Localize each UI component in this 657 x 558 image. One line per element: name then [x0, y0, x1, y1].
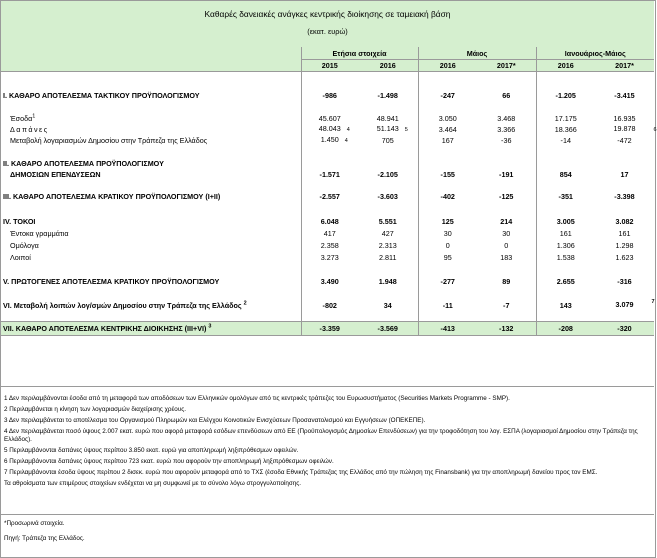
- cell: 1.450: [320, 134, 339, 144]
- cell: -277: [418, 276, 477, 288]
- cell: 183: [500, 253, 513, 262]
- rounding-note: Τα αθροίσματα των επιμέρους στοιχείων ενδέχεται να μη συμφωνεί με το σύνολο λόγω στρογγυλοποίησης.: [4, 480, 302, 487]
- cell: 30: [502, 229, 511, 238]
- cell: -2.557: [301, 191, 358, 203]
- row-label: VI. Μεταβολή λοιπών λογ/σμών Δημοσίου στην Τράπεζα της Ελλάδος: [3, 301, 242, 310]
- cell: 3.490: [301, 276, 358, 288]
- cell: -1.498: [377, 91, 398, 100]
- footnote-mark: 3: [208, 323, 212, 330]
- divider: [1, 386, 654, 387]
- footnotes: [4, 395, 652, 491]
- footnote-mark: 1: [32, 113, 36, 120]
- year-header: 2016: [536, 60, 595, 72]
- cell: -3.359: [301, 322, 358, 336]
- row-label: VII. ΚΑΘΑΡΟ ΑΠΟΤΕΛΕΣΜΑ ΚΕΝΤΡΙΚΗΣ ΔΙΟΙΚΗΣΗΣ (III+VI): [3, 324, 207, 333]
- cell: -191: [499, 169, 514, 179]
- cell: 0: [504, 241, 509, 250]
- table-row: [1, 228, 654, 240]
- cell: 854: [536, 169, 595, 180]
- cell: -3.569: [358, 322, 418, 336]
- cell: 417: [301, 228, 358, 240]
- footnote: 4 Δεν περιλαμβάνεται ποσό ύψους 2.007 εκατ. ευρώ που αφορά μεταφορά εσόδων επενδύσεων από ΕΕ (Προϋπολογισμός Δημοσίων Επενδύσεων) για την τροφοδότηση του λογ. ΕΣΠΑ (λογαριασμοί Δημοσίου στην Τράπεζα της Ελλάδος).: [4, 428, 638, 443]
- table-row: [1, 114, 654, 124]
- cell: 2.655: [536, 276, 595, 288]
- cell: 17.175: [536, 114, 595, 124]
- row-label: I. ΚΑΘΑΡΟ ΑΠΟΤΕΛΕΣΜΑ ΤΑΚΤΙΚΟΥ ΠΡΟΫΠΟΛΟΓΙΣΜΟΥ: [3, 91, 200, 100]
- table-title: Καθαρές δανειακές ανάγκες κεντρικής διοίκησης σε ταμειακή βάση: [204, 9, 451, 19]
- table-subtitle: (εκατ. ευρώ): [307, 27, 348, 36]
- group-annual: Ετήσια στοιχεία: [301, 47, 418, 60]
- cell: 2.358: [301, 240, 358, 252]
- cell: -125: [499, 192, 514, 201]
- cell: 3.464: [418, 124, 477, 135]
- year-header: 2017*: [477, 60, 536, 72]
- cell: 161: [536, 228, 595, 240]
- cell: 161: [618, 229, 631, 238]
- cell: 3.468: [497, 114, 516, 123]
- year-header: 2015: [301, 60, 358, 72]
- row-label: Μεταβολή λογαριασμών Δημοσίου στην Τράπεζα της Ελλάδος: [10, 135, 208, 145]
- footnote: 6 Περιλαμβάνονται δαπάνες ύψους περίπου 723 εκατ. ευρώ που αφορούν την αποπληρωμή ληξιπρόθεσμων οφειλών.: [4, 458, 334, 465]
- row-label: Έσοδα: [10, 114, 33, 123]
- cell: -11: [418, 300, 477, 312]
- cell: -7: [503, 301, 510, 310]
- cell: 1.623: [615, 253, 634, 262]
- row-label: Λοιποί: [10, 253, 31, 262]
- cell: -1.205: [536, 90, 595, 102]
- cell: 6.048: [301, 216, 358, 228]
- cell: 48.941: [376, 114, 399, 123]
- cell: 3.273: [301, 252, 358, 264]
- table-row: [1, 216, 654, 228]
- cell: 2.313: [378, 241, 397, 250]
- cell: 30: [418, 228, 477, 240]
- footnote: 2 Περιλαμβάνεται η κίνηση των λογαριασμών διαχείρισης χρέους.: [4, 406, 187, 413]
- row-label: II. ΚΑΘΑΡΟ ΑΠΟΤΕΛΕΣΜΑ ΠΡΟΫΠΟΛΟΓΙΣΜΟΥ: [3, 158, 164, 168]
- cell: 19.878: [613, 123, 636, 133]
- cell: -36: [501, 135, 512, 145]
- cell: -402: [418, 191, 477, 203]
- table-row: Δαπάνες 48.043 4 51.143 5 3.464 3.366 18.366 19.878 6: [1, 124, 654, 135]
- cell: 427: [381, 229, 394, 238]
- row-label: IV. ΤΟΚΟΙ: [3, 217, 36, 226]
- cell: 3.082: [615, 217, 634, 226]
- cell: 167: [418, 135, 477, 146]
- cell: -320: [595, 322, 654, 336]
- cell: 48.043: [318, 123, 341, 133]
- footnote: 5 Περιλαμβάνονται δαπάνες ύψους περίπου 3.850 εκατ. ευρώ για αποπληρωμή ληξιπρόθεσμων οφειλών.: [4, 447, 299, 454]
- row-label: ΔΗΜΟΣΙΩΝ ΕΠΕΝΔΥΣΕΩΝ: [10, 169, 101, 179]
- table-row: [1, 90, 654, 102]
- cell: -316: [617, 277, 632, 286]
- cell: 1.306: [536, 240, 595, 252]
- table-row: [1, 191, 654, 203]
- cell: 3.079: [615, 300, 634, 309]
- table-row: [1, 169, 654, 180]
- cell: 18.366: [536, 124, 595, 135]
- cell: 34: [383, 301, 392, 310]
- cell: 45.607: [301, 114, 358, 124]
- cell: 1.948: [378, 277, 397, 286]
- row-label: Δαπάνες: [10, 124, 49, 134]
- cell: -413: [418, 322, 477, 336]
- cell: -3.415: [614, 91, 635, 100]
- row-label: Ομόλογα: [10, 241, 39, 250]
- table-row: Μεταβολή λογαριασμών Δημοσίου στην Τράπεζα της Ελλάδος 1.450 4 705 167 -36 -14 -472: [1, 135, 654, 146]
- cell: 1.538: [536, 252, 595, 264]
- group-may: Μάιος: [418, 47, 536, 60]
- cell: -351: [536, 191, 595, 203]
- column-group-header-row: [1, 47, 654, 60]
- cell: 0: [418, 240, 477, 252]
- group-jan-may: Ιανουάριος-Μάιος: [536, 47, 654, 60]
- footnote: 7 Περιλαμβάνονται έσοδα ύψους περίπου 2 δισεκ. ευρώ που αφορούν μεταφορά από το ΤΧΣ (έσοδα Εθνικής Τράπεζας της Ελλάδος από την πώληση της Finansbank) για την αποπληρωμή δανείου προς τον ΕΜΣ.: [4, 469, 598, 476]
- table-row-total: [1, 322, 654, 336]
- table-row: [1, 240, 654, 252]
- cell: 143: [536, 300, 595, 312]
- cell: 705: [381, 135, 394, 145]
- divider: [1, 514, 654, 515]
- footnote-mark: 2: [243, 300, 247, 307]
- source-note: Πηγή: Τράπεζα της Ελλάδος.: [4, 535, 85, 542]
- cell: 2.811: [379, 253, 397, 262]
- row-label: Έντοκα γραμμάτια: [10, 229, 69, 238]
- cell: 3.366: [497, 124, 516, 134]
- year-header: 2016: [358, 60, 418, 72]
- cell: 51.143: [376, 123, 399, 133]
- row-label: III. ΚΑΘΑΡΟ ΑΠΟΤΕΛΕΣΜΑ ΚΡΑΤΙΚΟΥ ΠΡΟΫΠΟΛΟΓΙΣΜΟΥ (I+II): [3, 192, 221, 201]
- cell: -14: [536, 135, 595, 146]
- cell: 5.551: [378, 217, 397, 226]
- cell: -1.571: [301, 169, 358, 180]
- cell: -2.105: [377, 169, 398, 179]
- cell: 1.298: [615, 241, 634, 250]
- net-borrowing-table: [1, 47, 657, 336]
- footnote: 1 Δεν περιλαμβάνονται έσοδα από τη μεταφορά των αποδόσεων των Ελληνικών ομολόγων από τις κεντρικές τράπεζες του Ευρωσυστήματος (Securities Markets Programme - SMP).: [4, 395, 510, 402]
- table-row: [1, 252, 654, 264]
- cell: 16.935: [613, 114, 636, 123]
- cell: -155: [418, 169, 477, 180]
- table-row: [1, 276, 654, 288]
- footnote: 3 Δεν περιλαμβάνεται το αποτέλεσμα του Οργανισμού Πληρωμών και Ελέγχου Κοινοτικών Ενισχύσεων Προσανατολισμού και Εγγυήσεων (ΟΠΕΚΕΠΕ).: [4, 417, 426, 424]
- cell: -208: [536, 322, 595, 336]
- cell: 66: [502, 91, 511, 100]
- cell: -3.398: [614, 192, 635, 201]
- cell: -802: [301, 300, 358, 312]
- table-title-band: [1, 1, 654, 48]
- table-row: VI. Μεταβολή λοιπών λογ/σμών Δημοσίου στην Τράπεζα της Ελλάδος $^2$ -802 34 -11 -7 143 3.079 7: [3, 299, 655, 310]
- cell: -132: [477, 322, 536, 336]
- cell: 214: [500, 217, 513, 226]
- cell: 3.050: [418, 114, 477, 124]
- provisional-note: *Προσωρινά στοιχεία.: [4, 520, 65, 527]
- year-header: 2017*: [595, 60, 654, 72]
- cell: 89: [502, 277, 511, 286]
- year-header-row: [1, 60, 654, 72]
- table-row: [1, 158, 654, 169]
- cell: -472: [617, 135, 632, 145]
- cell: 95: [418, 252, 477, 264]
- row-label: V. ΠΡΩΤΟΓΕΝΕΣ ΑΠΟΤΕΛΕΣΜΑ ΚΡΑΤΙΚΟΥ ΠΡΟΫΠΟΛΟΓΙΣΜΟΥ: [3, 277, 220, 286]
- cell: -3.603: [377, 192, 398, 201]
- year-header: 2016: [418, 60, 477, 72]
- cell: -247: [418, 90, 477, 102]
- cell: -986: [301, 90, 358, 102]
- cell: 125: [418, 216, 477, 228]
- cell: 3.005: [536, 216, 595, 228]
- cell: 17: [620, 169, 629, 179]
